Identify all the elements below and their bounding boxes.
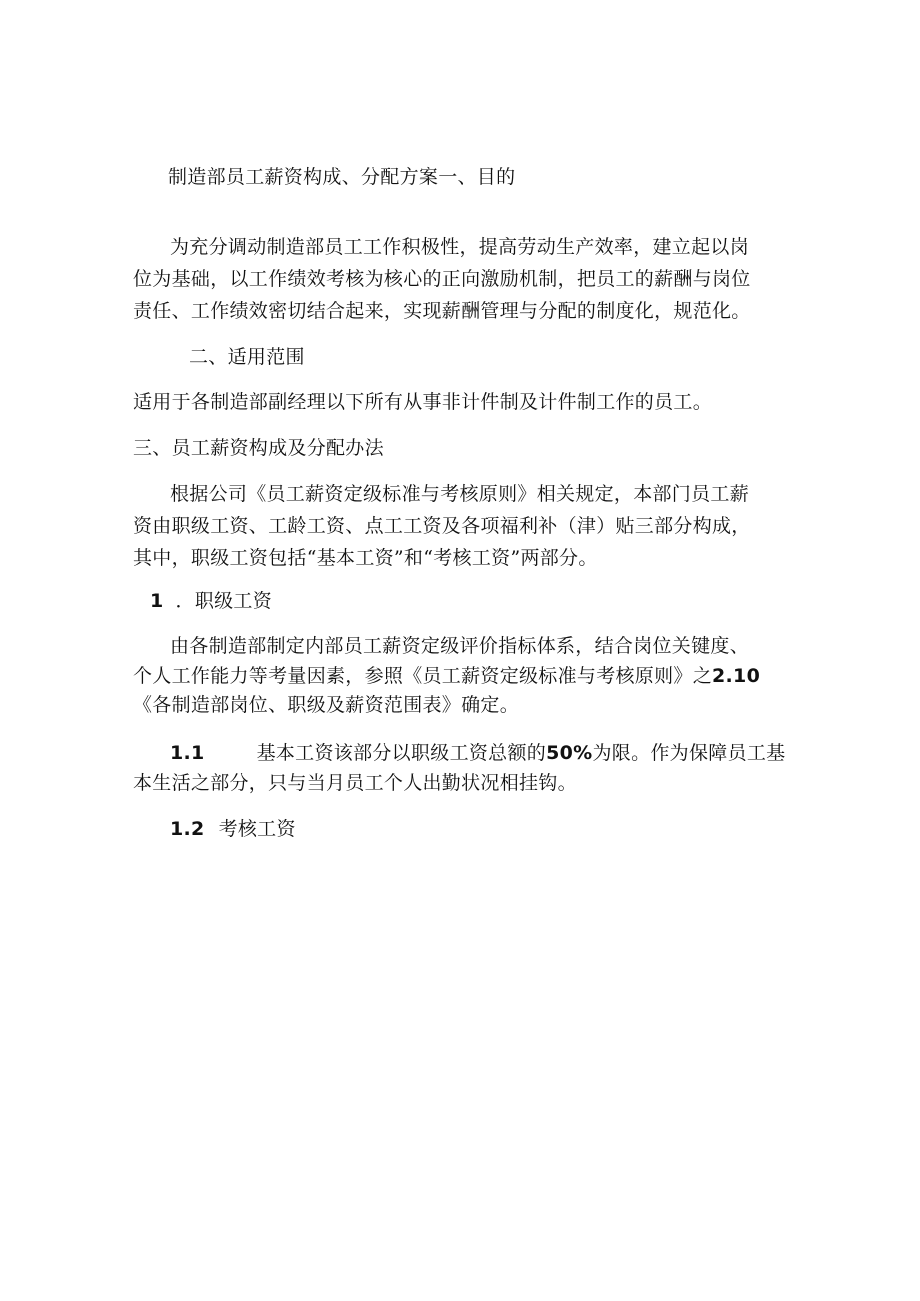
composition-line-2: 资由职级工资、工龄工资、点工工资及各项福利补（津）贴三部分构成， — [133, 515, 751, 537]
item11-percent: 50% — [546, 742, 593, 764]
purpose-line-2: 位为基础，以工作绩效考核为核心的正向激励机制，把员工的薪酬与岗位 — [133, 268, 751, 290]
item1-reference-number: 2.10 — [712, 665, 761, 687]
item11-line-1 — [170, 737, 785, 769]
composition-line-3: 其中，职级工资包括“基本工资”和“考核工资”两部分。 — [133, 547, 598, 569]
item11-text-after: 为限。作为保障员工基 — [592, 742, 786, 764]
item1-line-1: 由各制造部制定内部员工薪资定级评价指标体系，结合岗位关键度、 — [170, 635, 750, 657]
item12-title: 考核工资 — [218, 818, 296, 840]
composition-line-1: 根据公司《员工薪资定级标准与考核原则》相关规定，本部门员工薪 — [170, 483, 750, 505]
item11-text-before: 基本工资该部分以职级工资总额的 — [256, 742, 547, 764]
purpose-paragraph — [170, 231, 749, 263]
item12-number: 1.2 — [170, 818, 205, 840]
item1-line-2-text: 个人工作能力等考量因素，参照《员工薪资定级标准与考核原则》之 — [133, 665, 713, 687]
item12-heading — [170, 813, 296, 845]
item1-line-3: 《各制造部岗位、职级及薪资范围表》确定。 — [133, 694, 520, 716]
item11-line-2: 本生活之部分，只与当月员工个人出勤状况相挂钩。 — [133, 772, 577, 794]
purpose-line-1: 为充分调动制造部员工工作积极性，提高劳动生产效率，建立起以岗 — [170, 236, 750, 258]
composition-paragraph — [170, 478, 749, 510]
item11-number: 1.1 — [170, 742, 205, 764]
section2-heading: 二、适用范围 — [189, 346, 305, 368]
purpose-line-3: 责任、工作绩效密切结合起来，实现薪酬管理与分配的制度化，规范化。 — [133, 300, 751, 322]
section3-heading: 三、员工薪资构成及分配办法 — [133, 437, 384, 459]
composition-paragraph-cont — [133, 510, 751, 574]
item1-number: 1 — [150, 590, 164, 612]
document-title: 制造部员工薪资构成、分配方案一、目的 — [168, 166, 516, 188]
purpose-paragraph-cont — [133, 263, 751, 327]
item1-line-2 — [133, 660, 760, 692]
item1-heading — [150, 585, 272, 617]
item1-title: ．职级工资 — [175, 590, 273, 612]
scope-text: 适用于各制造部副经理以下所有从事非计件制及计件制工作的员工。 — [133, 391, 713, 413]
